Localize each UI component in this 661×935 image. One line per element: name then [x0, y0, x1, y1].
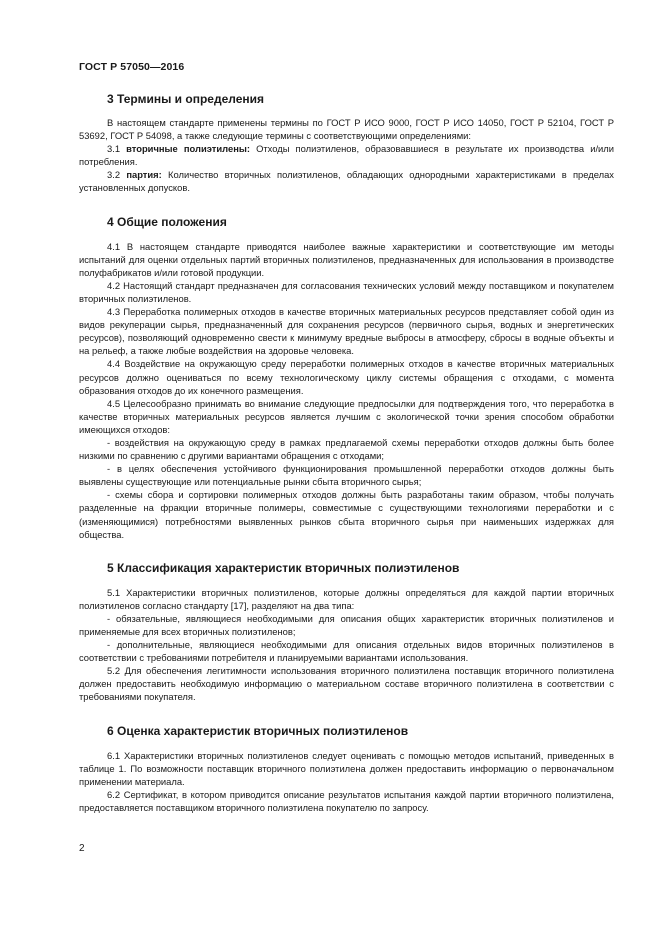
clause-4-2: 4.2 Настоящий стандарт предназначен для согласования технических условий между поставщиком и покупателем вторичных полиэтиленов.: [79, 279, 614, 304]
term-3-1-term: вторичные полиэтилены:: [126, 143, 250, 155]
section-6-heading: 6 Оценка характеристик вторичных полиэтиленов: [107, 723, 409, 738]
term-3-2-definition: Количество вторичных полиэтиленов, обладающих однородными характеристиками в пределах установленных допусков.: [79, 169, 614, 194]
standard-designation: ГОСТ Р 57050—2016: [79, 61, 185, 73]
clause-4-5-item-1: - воздействия на окружающую среду в рамках предлагаемой схемы переработки отходов должны быть более низкими по сравнению с другими вариантами обращения с отходами;: [79, 436, 614, 462]
clause-6-2: 6.2 Сертификат, в котором приводится описание результатов испытания каждой партии вторичного полиэтилена, предоставляется поставщиком вторичного полиэтилена покупателю по запросу.: [79, 788, 614, 813]
clause-5-2: 5.2 Для обеспечения легитимности использования вторичного полиэтилена поставщик вторичного полиэтилена должен предоставить необходимую информацию о материальном составе вторичного полиэтилена в соответствии с требованиями покупателя.: [79, 665, 614, 703]
clause-5-1-item-2: - дополнительные, являющиеся необходимыми для описания отдельных видов вторичных полиэтиленов в соответствии с требованиями потребителя и планируемыми вариантами использования.: [79, 639, 614, 664]
section-4-heading: 4 Общие положения: [107, 214, 227, 229]
term-3-1-definition: Отходы полиэтиленов, образовавшиеся в результате их производства и/или потребления.: [79, 143, 615, 168]
section-5-heading: 5 Классификация характеристик вторичных полиэтиленов: [107, 560, 460, 575]
term-3-1: [79, 142, 614, 168]
clause-4-1: 4.1 В настоящем стандарте приводятся наиболее важные характеристики и соответствующие им методы испытаний для оценки отдельных партий вторичных полиэтиленов, предназначенных для использования в производстве полуфабрикатов и/или готовой продукции.: [79, 240, 614, 278]
clause-4-4: 4.4 Воздействие на окружающую среду переработки полимерных отходов в качестве вторичных материальных ресурсов должно оцениваться по всему технологическому циклу системы обращения с отходами, с момента образования отходов до их конечного размещения.: [79, 358, 614, 396]
section-3-heading: 3 Термины и определения: [107, 92, 265, 106]
clause-4-3: 4.3 Переработка полимерных отходов в качестве вторичных материальных ресурсов представляет собой один из видов рекуперации сырья, предназначенный для сохранения ресурсов (первичного сырья, водных и энергетических ресурсов), позволяющий одновременно свести к минимуму вредные выбросы в атмосферу, сбросы в водные объекты и на рельеф, а также любые воздействия на здоровье человека.: [79, 306, 614, 357]
term-3-1-number: 3.1: [107, 143, 127, 155]
clause-5-1: 5.1 Характеристики вторичных полиэтиленов, которые должны определяться для каждой партии вторичных полиэтиленов согласно стандарту [17], разделяют на два типа:: [79, 586, 614, 611]
clause-4-5-item-2: - в целях обеспечения устойчивого функционирования промышленной переработки отходов должны быть выявлены существующие или потенциальные рынки сбыта вторичного сырья;: [79, 463, 614, 488]
page-number: 2: [79, 843, 85, 854]
term-3-2-number: 3.2: [107, 169, 127, 181]
clause-4-5-item-3: - схемы сбора и сортировки полимерных отходов должны быть разработаны таким образом, чтобы получать разделенные на фракции вторичные полимеры, совместимые с существующими технологиями переработки и с (изменяющимися) потребностями выявленных рынков сбыта вторичного сырья при наименьших издержках для общества.: [79, 489, 614, 540]
section-3-intro: В настоящем стандарте применены термины по ГОСТ Р ИСО 9000, ГОСТ Р ИСО 14050, ГОСТ Р 52104, ГОСТ Р 53692, ГОСТ Р 54098, а также следующие термины с соответствующими определениями:: [79, 117, 614, 142]
clause-5-1-item-1: - обязательные, являющиеся необходимыми для описания общих характеристик вторичных полиэтиленов и применяемые для всех вторичных полиэтиленов;: [79, 612, 614, 637]
term-3-2-term: партия:: [126, 169, 162, 181]
page-content: [79, 90, 614, 814]
clause-6-1: 6.1 Характеристики вторичных полиэтиленов следует оценивать с помощью методов испытаний, приведенных в таблице 1. По возможности поставщик вторичного полиэтилена должен предоставить информацию о первоначальном применении материала.: [79, 749, 614, 787]
clause-4-5: 4.5 Целесообразно принимать во внимание следующие предпосылки для подтверждения того, что переработка в качестве вторичных материальных ресурсов является лучшим с экологической точки зрения способом обработки имеющихся отходов:: [79, 397, 614, 435]
term-3-2: [79, 168, 614, 194]
